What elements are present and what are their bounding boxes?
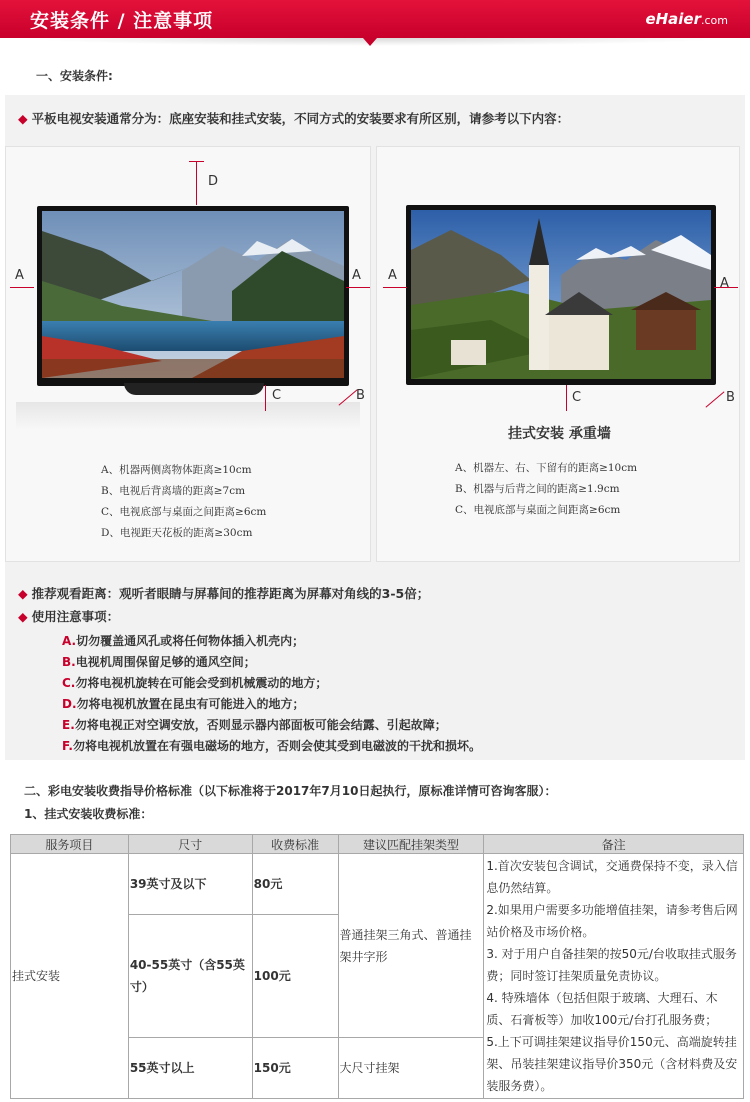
- usage-title: [18, 607, 119, 625]
- usage-note: B.电视机周围保留足够的通风空间；: [62, 655, 256, 669]
- col-header-price: 收费标准: [252, 835, 338, 854]
- brand-logo[interactable]: [645, 10, 728, 28]
- tv-stand-model: [37, 206, 349, 386]
- stand-spec-a: A、机器两侧离物体距离≥10cm: [101, 464, 252, 476]
- service-cell: 挂式安装: [11, 854, 129, 1099]
- dim-d-cap: [189, 161, 204, 162]
- section2-subtitle: 1、挂式安装收费标准：: [24, 807, 153, 821]
- price-cell: 100元: [252, 914, 338, 1038]
- diamond-bullet-icon: ◆: [18, 609, 28, 624]
- dim-b-line-2: [705, 391, 724, 407]
- dim-d-label: D: [208, 174, 219, 189]
- dim-c-line-2: [566, 385, 567, 411]
- viewing-distance-tip: [18, 584, 429, 602]
- diamond-bullet-icon: ◆: [18, 586, 28, 601]
- header-banner: [0, 0, 750, 38]
- page-title: 安装条件 / 注意事项: [30, 10, 214, 32]
- tv-screen-village: [411, 210, 711, 379]
- diamond-bullet-icon: ◆: [18, 111, 28, 126]
- dim-b-label-2: B: [726, 390, 735, 405]
- stand-install-panel: [5, 146, 371, 562]
- dim-a-left-label-2: A: [388, 268, 397, 283]
- bracket-cell: 大尺寸挂架: [338, 1038, 484, 1099]
- tv-wall-model: [406, 205, 716, 385]
- village-scene: [411, 210, 711, 379]
- stand-spec-d: D、电视距天花板的距离≥30cm: [101, 527, 253, 539]
- col-header-size: 尺寸: [128, 835, 252, 854]
- remarks-cell: 1.首次安装包含调试，交通费保持不变，录入信息仍然结算。 2.如果用户需要多功能增值挂架，请参考售后网站价格及市场价格。 3. 对于用户自备挂架的按50元/台收取挂式服务费；同时签订挂架质量免责协议。 4. 特殊墙体（包括但限于玻璃、大理石、木质、石膏板等）加收100元/台打孔服务费； 5.上下可调挂架建议指导价150元、高端旋转挂架、吊装挂架建议指导价350元（含材料费及安装服务费）。: [484, 854, 744, 1099]
- col-header-bracket: 建议匹配挂架类型: [338, 835, 484, 854]
- viewing-tip-text: 推荐观看距离：观听者眼睛与屏幕间的推荐距离为屏幕对角线的3-5倍；: [31, 586, 430, 601]
- size-cell: 39英寸及以下: [128, 854, 252, 915]
- tv-reflection: [16, 402, 360, 430]
- fee-table-header: [11, 835, 744, 854]
- usage-title-text: 使用注意事项：: [31, 609, 120, 624]
- stand-spec-b: B、电视后背离墙的距离≥7cm: [101, 485, 246, 497]
- size-cell: 40-55英寸（含55英寸）: [128, 914, 252, 1038]
- logo-main: eHaier: [645, 10, 701, 28]
- usage-note: D.勿将电视机放置在昆虫有可能进入的地方；: [62, 697, 305, 711]
- dim-a-right-label: A: [352, 268, 361, 283]
- dim-c-line: [265, 385, 266, 411]
- table-row: [11, 854, 744, 915]
- header-notch: [363, 38, 377, 46]
- logo-suffix: .com: [701, 14, 728, 27]
- wall-spec-a: A、机器左、右、下留有的距离≥10cm: [455, 462, 638, 474]
- wall-mount-panel: [376, 146, 740, 562]
- price-cell: 150元: [252, 1038, 338, 1099]
- col-header-service: 服务项目: [11, 835, 129, 854]
- wall-spec-list: [455, 458, 637, 521]
- dim-d-line: [196, 161, 197, 205]
- section1-title: 一、安装条件:: [36, 69, 113, 83]
- intro-text: 平板电视安装通常分为：底座安装和挂式安装，不同方式的安装要求有所区别，请参考以下内容：: [31, 111, 570, 126]
- dim-a-left-label: A: [15, 268, 24, 283]
- section2-title: 二、彩电安装收费指导价格标准（以下标准将于2017年7月10日起执行，原标准详情可咨询客服）：: [24, 784, 557, 798]
- dim-a-left-line-2: [383, 287, 407, 288]
- wall-spec-c: C、电视底部与桌面之间距离≥6cm: [455, 504, 621, 516]
- dim-b-label: B: [356, 388, 365, 403]
- usage-note: F.勿将电视机放置在有强电磁场的地方，否则会使其受到电磁波的干扰和损坏。: [62, 739, 482, 753]
- size-cell: 55英寸以上: [128, 1038, 252, 1099]
- tv-screen-lake: [42, 211, 344, 378]
- bracket-cell: 普通挂架三角式、普通挂架井字形: [338, 854, 484, 1038]
- dim-c-label-2: C: [572, 390, 582, 405]
- install-intro: [18, 109, 569, 127]
- usage-note: C.勿将电视机旋转在可能会受到机械震动的地方；: [62, 676, 328, 690]
- wall-spec-b: B、机器与后背之间的距离≥1.9cm: [455, 483, 620, 495]
- wall-mount-caption: 挂式安装 承重墙: [508, 426, 611, 442]
- lake-scene: [42, 211, 344, 378]
- dim-a-right-label-2: A: [720, 276, 729, 291]
- stand-spec-list: [101, 460, 266, 544]
- fee-table: [10, 834, 744, 1099]
- dim-a-left-line: [10, 287, 34, 288]
- stand-spec-c: C、电视底部与桌面之间距离≥6cm: [101, 506, 267, 518]
- tv-stand-base: [124, 383, 264, 395]
- usage-note: E.勿将电视正对空调安放，否则显示器内部面板可能会结露、引起故障；: [62, 718, 447, 732]
- usage-notes-list: [62, 631, 481, 757]
- dim-c-label: C: [272, 388, 282, 403]
- dim-a-right-line: [346, 287, 370, 288]
- price-cell: 80元: [252, 854, 338, 915]
- col-header-remarks: 备注: [484, 835, 744, 854]
- usage-note: A.切勿覆盖通风孔或将任何物体插入机壳内；: [62, 634, 305, 648]
